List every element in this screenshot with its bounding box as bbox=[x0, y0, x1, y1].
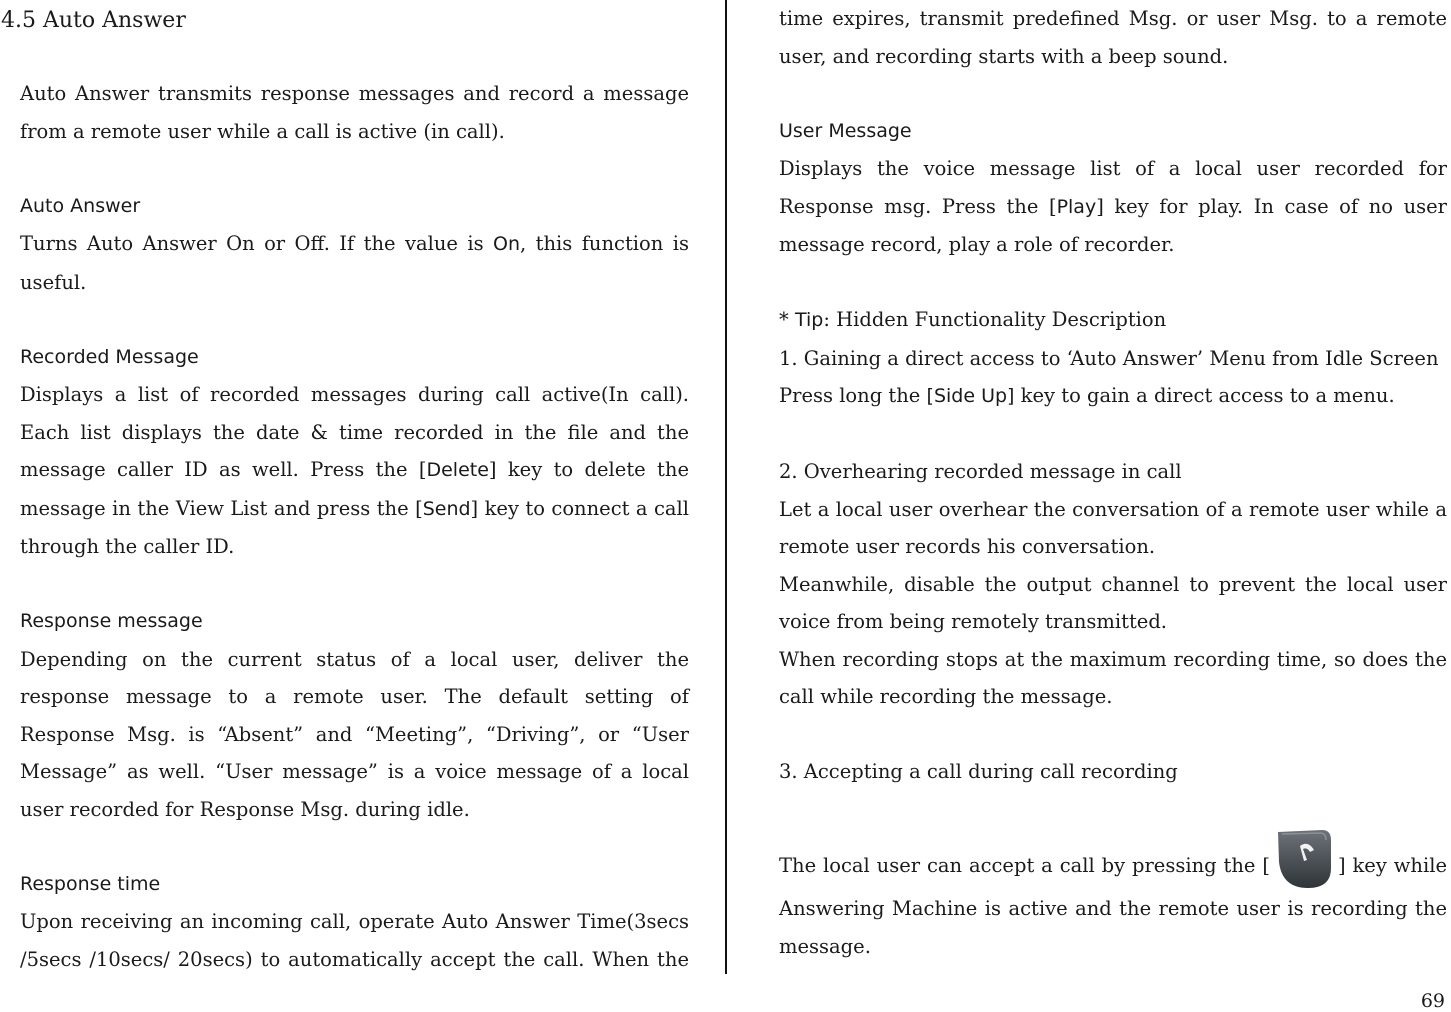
tip-item3-title: 3. Accepting a call during call recording bbox=[779, 760, 1178, 783]
phone-send-key-icon bbox=[1276, 828, 1332, 890]
tip-item1-text: Press long the [Side Up] key to gain a direct access to a menu. bbox=[779, 384, 1395, 407]
response-message-heading: Response message bbox=[20, 610, 203, 632]
send-key-label: Send bbox=[422, 497, 471, 520]
section-title: 4.5 Auto Answer bbox=[1, 8, 186, 33]
intro-paragraph: Auto Answer transmits response messages and record a message from a remote user while a call is active (in call). bbox=[20, 82, 689, 143]
response-time-paragraph: Upon receiving an incoming call, operate Auto Answer Time(3secs /5secs /10secs/ 20secs) to automatically accept the call. When the bbox=[20, 910, 689, 971]
tip-label: Tip bbox=[794, 309, 824, 331]
user-message-paragraph: Displays the voice message list of a local user recorded for Response msg. Press the [Play] key for play. In case of no user message record, play a role of recorder. bbox=[779, 157, 1448, 256]
side-up-key-label: [Side Up] bbox=[926, 385, 1015, 407]
recorded-message-heading: Recorded Message bbox=[20, 345, 199, 368]
user-message-heading: User Message bbox=[779, 119, 912, 142]
auto-answer-paragraph: Turns Auto Answer On or Off. If the value is On, this function is useful. bbox=[20, 232, 689, 294]
response-time-heading: Response time bbox=[20, 872, 161, 895]
continuation-paragraph: time expires, transmit predefined Msg. or user Msg. to a remote user, and recording starts with a beep sound. bbox=[779, 7, 1447, 68]
right-column bbox=[779, 0, 1447, 965]
tip-item3-paragraph: The local user can accept a call by pressing the [ ] key while Answering Machine is active and the remote user is recording the message. bbox=[779, 828, 1447, 965]
auto-answer-heading: Auto Answer bbox=[20, 194, 141, 217]
recorded-message-paragraph: Displays a list of recorded messages during call active(In call). Each list displays the date & time recorded in the file and the message caller ID as well. Press the [Delete] key to delete the message in the View List and press the [Send] key to connect a call through the caller ID. bbox=[20, 383, 689, 558]
delete-key-label: Delete bbox=[426, 459, 489, 481]
tip-item2-paragraph1: Let a local user overhear the conversation of a remote user while a remote user records his conversation. bbox=[779, 497, 1447, 558]
on-key-label: On bbox=[493, 233, 521, 255]
tip-item2-paragraph2: Meanwhile, disable the output channel to prevent the local user voice from being remotely transmitted. bbox=[779, 572, 1447, 633]
column-divider bbox=[725, 0, 727, 974]
tip-item2-title: 2. Overhearing recorded message in call bbox=[779, 460, 1182, 483]
page-number: 69 bbox=[1420, 990, 1445, 1012]
left-column bbox=[20, 0, 689, 978]
play-key-label: Play bbox=[1056, 195, 1097, 218]
tip-item2-paragraph3: When recording stops at the maximum recording time, so does the call while recording the message. bbox=[779, 647, 1447, 708]
tip-item1-title: 1. Gaining a direct access to ‘Auto Answer’ Menu from Idle Screen bbox=[779, 346, 1439, 370]
response-message-paragraph: Depending on the current status of a local user, deliver the response message to a remote user. The default setting of Response Msg. is “Absent” and “Meeting”, “Driving”, or “User Message” as well. “User message” is a voice message of a local user recorded for Response Msg. during idle. bbox=[20, 647, 689, 821]
tip-line: * Tip: Hidden Functionality Description bbox=[779, 308, 1167, 331]
